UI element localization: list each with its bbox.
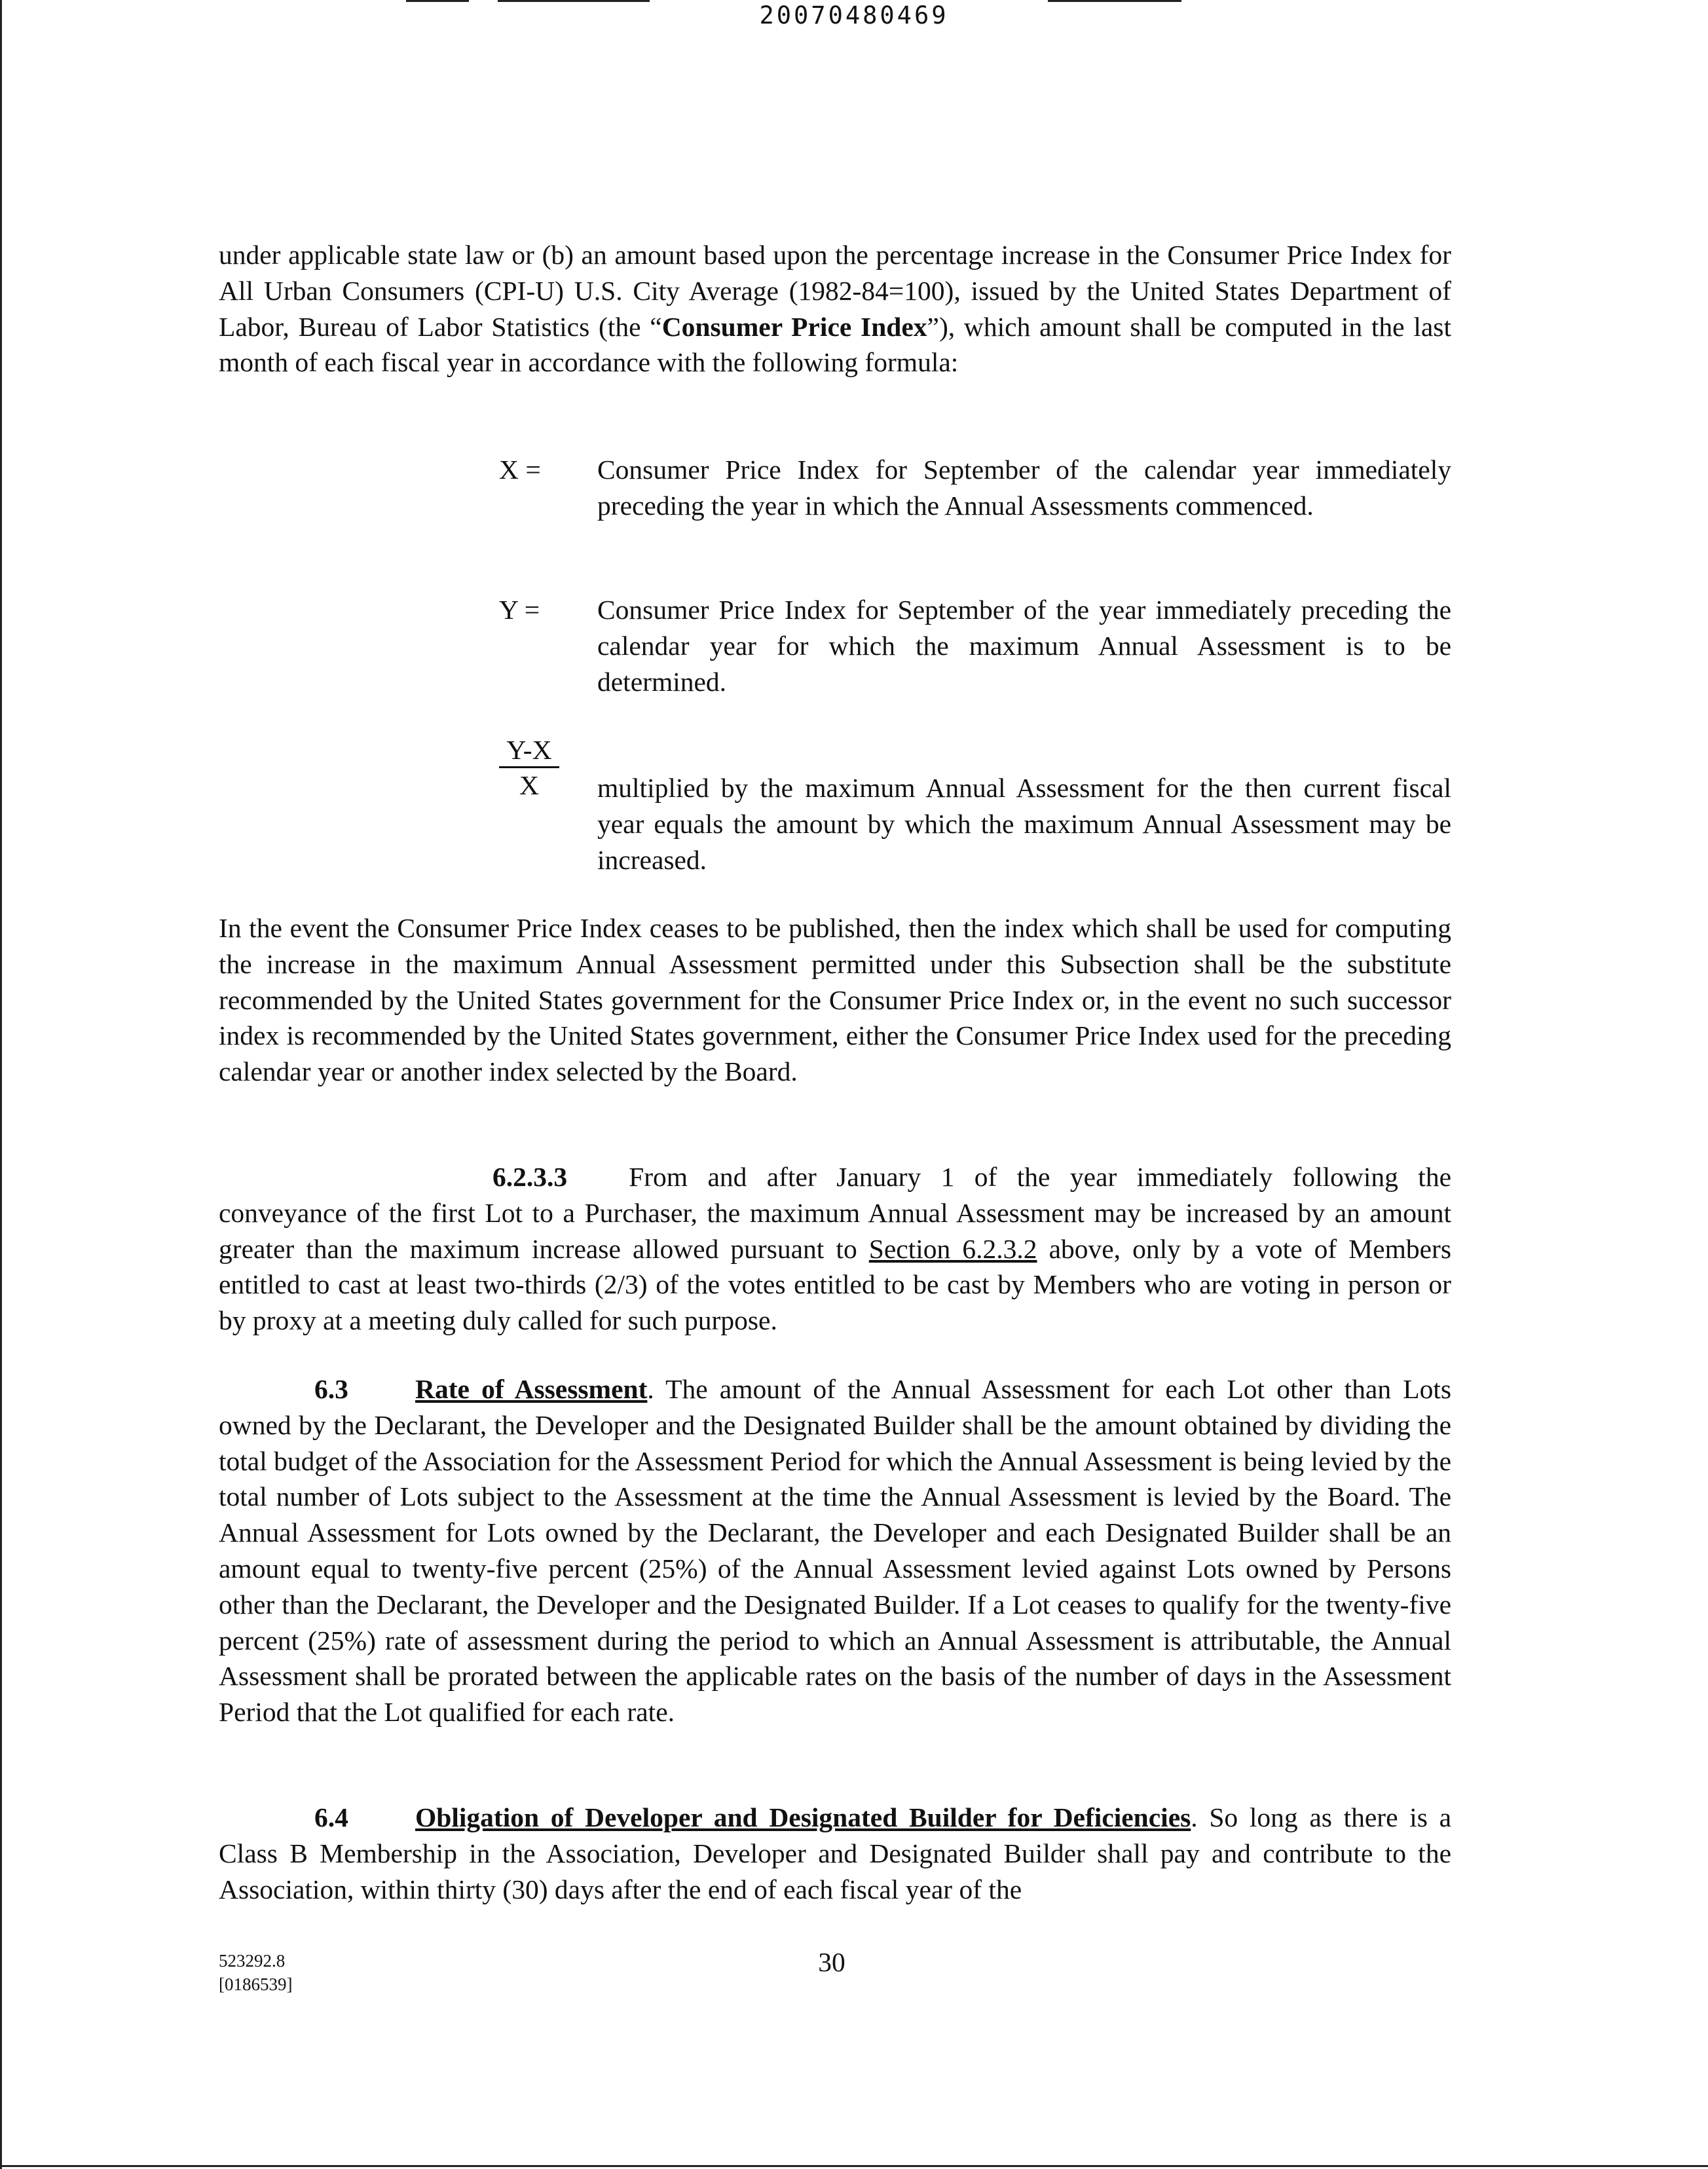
subsection-text-end: above, only by a vote of Members entitled to cast at least two-thirds (2/3) of the votes entitled to be cast by Members who are voting in person or by proxy at a meeting duly called for such purpose. <box>219 1233 1451 1336</box>
fraction-numerator: Y-X <box>499 733 559 768</box>
section-heading: Rate of Assessment <box>415 1374 648 1404</box>
section-6-4 <box>219 1800 1451 1907</box>
para1-text-start: under applicable state law or (b) an amount based upon the percentage increase in the Consumer Price Index for All Urban Consumers (CPI-U) U.S. City Average (1982-84=100), issued by the United States Department of Labor, Bureau of Labor Statistics (the “ <box>219 240 1451 342</box>
fraction-denominator: X <box>519 770 539 800</box>
formula-fraction-text: multiplied by the maximum Annual Assessment for the then current fiscal year equals the amount by which the maximum Annual Assessment may be increased. <box>597 773 1451 875</box>
paragraph-cpi-substitute: In the event the Consumer Price Index ceases to be published, then the index which shall be used for computing the increase in the maximum Annual Assessment permitted under this Subsection shall be the substitute recommended by the United States government for the Consumer Price Index or, in the event no such successor index is recommended by the United States government, either the Consumer Price Index used for the preceding calendar year or another index selected by the Board. <box>219 913 1451 1087</box>
formula-x-symbol: X = <box>499 454 541 485</box>
section-text: . The amount of the Annual Assessment for each Lot other than Lots owned by the Declarant, the Developer and the Designated Builder shall be the amount obtained by dividing the total budget of the Association for the Assessment Period for which the Annual Assessment is being levied by the total number of Lots subject to the Assessment at the time the Annual Assessment is levied by the Board. The Annual Assessment for Lots owned by the Declarant, the Developer and each Designated Builder shall be an amount equal to twenty-five percent (25%) of the Annual Assessment levied against Lots owned by Persons other than the Declarant, the Developer and the Designated Builder. If a Lot ceases to qualify for the twenty-five percent (25%) rate of assessment during the period to which an Annual Assessment is attributable, the Annual Assessment shall be prorated between the applicable rates on the basis of the number of days in the Assessment Period that the Lot qualified for each rate. <box>219 1374 1451 1728</box>
subsection-number: 6.2.3.3 <box>492 1162 568 1192</box>
section-reference-link: Section 6.2.3.2 <box>868 1233 1037 1264</box>
section-number: 6.3 <box>314 1374 348 1404</box>
footer-id-line-1: 523292.8 <box>219 1951 286 1971</box>
subsection-text-start: From and after January 1 of the year immediately following the conveyance of the first Lot to a Purchaser, the maximum Annual Assessment may be increased by an amount greater than the maximum increase allowed pursuant to <box>219 1162 1451 1264</box>
footer-id-line-2: [0186539] <box>219 1974 293 1994</box>
formula-fraction <box>499 733 559 802</box>
defined-term-consumer-price-index: Consumer Price Index <box>661 311 927 342</box>
document-number: 20070480469 <box>759 1 949 29</box>
formula-y-definition: Consumer Price Index for September of the year immediately preceding the calendar year for which the maximum Annual Assessment is to be determined. <box>597 595 1451 697</box>
section-6-3 <box>219 1371 1451 1730</box>
subsection-6-2-3-3 <box>219 1159 1451 1339</box>
footer-document-id <box>219 1949 292 1996</box>
formula-y-symbol: Y = <box>499 595 540 625</box>
scan-bottom-border <box>0 2165 1708 2167</box>
section-heading: Obligation of Developer and Designated Builder for Deficiencies <box>415 1802 1191 1832</box>
section-text: . So long as there is a Class B Membership in the Association, Developer and Designated Builder shall pay and contribute to the Association, within thirty (30) days after the end of each fiscal year of the <box>219 1802 1451 1904</box>
formula-x-definition: Consumer Price Index for September of the calendar year immediately preceding the year in which the Annual Assessments commenced. <box>597 454 1451 521</box>
section-number: 6.4 <box>314 1802 348 1832</box>
para1-text-end: ”), which amount shall be computed in the last month of each fiscal year in accordance with the following formula: <box>219 311 1451 378</box>
page-number: 30 <box>818 1947 845 1977</box>
scan-left-border <box>0 0 2 2169</box>
paragraph-cpi-intro <box>219 237 1451 380</box>
